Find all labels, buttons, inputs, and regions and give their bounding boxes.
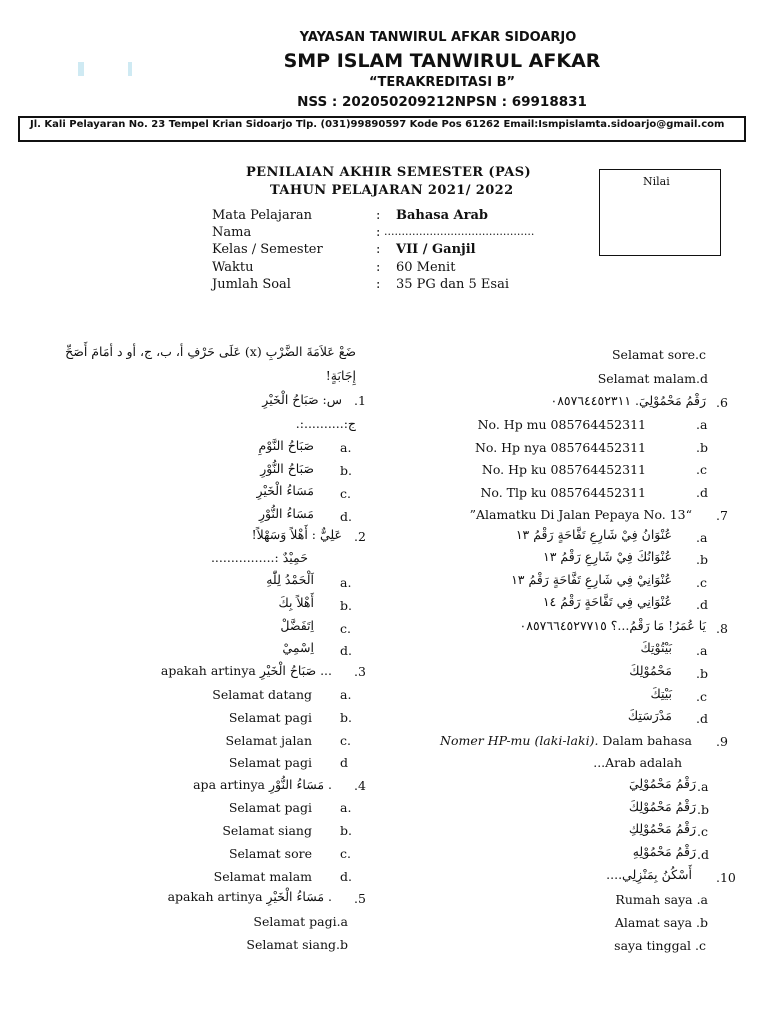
question-2-prompt: عَلِيٌّ : أَهْلاً وَسَهْلاً! [251,527,342,542]
question-number: .4 [354,778,366,793]
question-7-prompt: ”Alamatku Di Jalan Pepaya No. 13“ [469,507,692,522]
option-text: Selamat sore.c [611,347,706,362]
option-text: No. Hp nya 085764452311 [474,440,646,455]
instruction-line-2: إِجَابَةٍ! [325,368,356,383]
accreditation: “TERAKREDITASI B” [368,75,516,90]
option-text: Selamat pagi.a [253,914,348,929]
option-letter: c. [340,733,351,748]
option-text: Selamat pagi [228,710,312,725]
option-text: عُنْوَانُكَ فِيْ شَارِعِ رَقْمُ ١٣ [542,549,672,564]
option-letter: .d [697,847,709,862]
question-1-answer-blank: ج:..........:. [295,416,356,431]
field-label: Jumlah Soal [212,277,291,292]
question-10-prompt: أَسْكُنُ بِمَنْزِلِي.... [606,867,692,882]
option-text: Selamat sore [228,846,312,861]
question-5-prompt: apakah artinya مَسَاءُ الْخَيْرِ . [167,889,332,904]
option-letter: .c [696,689,707,704]
question-9-prompt-italic: Nomer HP-mu (laki-laki). [440,733,599,748]
option-text: اِسْمِيْ [282,640,314,655]
option-letter: .b [696,552,708,567]
field-label: Kelas / Semester [212,242,323,257]
exam-year: TAHUN PELAJARAN 2021/ 2022 [270,183,514,198]
option-letter: d. [340,869,352,884]
option-text: صَبَاحُ النُّوْرِ [260,461,314,476]
field-sep: : [376,225,381,240]
field-sep: : [376,260,381,275]
question-2-answer-blank: حَمِيْدٌ :................ [210,550,308,565]
question-3-prompt: apakah artinya صَبَاحُ الْخَيْرِ ... [160,663,332,678]
option-text: رَقْمُ مَحْمُوْلِهِ [632,844,696,859]
option-text: أَهْلاً بِكَ [278,595,314,610]
option-text: عُنْوَانِيْ فِي شَارِعِ تَفَّاحَةٍ رَقْمُ ١٣ [511,572,672,587]
question-number: .7 [716,508,728,523]
option-letter: .d [696,485,708,500]
option-letter: b. [340,598,352,613]
option-letter: b. [340,710,352,725]
option-letter: .d [696,711,708,726]
option-letter: a. [340,575,352,590]
question-number: .5 [354,891,366,906]
option-text: Alamat saya .b [614,915,708,930]
field-label: Nama [212,225,252,240]
option-text: Selamat siang.b [246,937,348,952]
option-text: مَدْرَسَتِكَ [627,708,672,723]
option-text: اِتَفَضَّلْ [280,618,314,633]
option-text: عُنْوَانُ فِيْ شَارِعِ تَفَّاحَةٍ رَقْمُ ١٣ [515,527,672,542]
field-sep: : [376,208,381,223]
option-letter: d. [340,509,352,524]
option-text: مَسَاءُ النُّوْرِ [258,506,314,521]
option-text: Rumah saya .a [615,892,708,907]
instruction-line-1: ضَعْ عَلاَمَةَ الضَّرْبِ (x) عَلَى حَرْفِ أ، ب، ج، أو د أمَامَ أَصَحِّ [65,344,356,359]
option-letter: c. [340,621,351,636]
option-letter: b. [340,463,352,478]
field-label: Mata Pelajaran [212,208,313,223]
option-letter: .c [696,575,707,590]
option-letter: d [340,755,349,770]
option-letter: a. [340,687,352,702]
field-sep: : [376,242,381,257]
option-letter: .b [696,666,708,681]
option-letter: .d [696,597,708,612]
option-letter: .b [697,802,709,817]
option-letter: .c [696,462,707,477]
option-text: رَقْمُ مَحْمُوْلِيَ [629,776,696,791]
question-9-prompt-line-2 [593,755,682,770]
option-text: saya tinggal .c [614,938,706,953]
question-1-prompt: س: صَبَاحُ الْخَيْرِ [262,392,342,407]
score-label: Nilai [643,175,670,188]
address-line: Jl. Kali Pelayaran No. 23 Tempel Krian Sidoarjo Tlp. (031)99890597 Kode Pos 61262 Email:Ismpislamta.sidoarjo@gmail.com [30,119,725,130]
option-letter: a. [340,800,352,815]
question-number: .10 [716,870,736,885]
question-9-prompt-2: Arab adalah... [593,755,682,770]
option-letter: .b [696,440,708,455]
option-letter: .a [696,417,708,432]
option-text: Selamat datang [212,687,312,702]
school-name: SMP ISLAM TANWIRUL AFKAR [283,50,601,72]
option-text: عُنْوَانِي فِي تَفَّاحَةٍ رَقْمُ ١٤ [542,594,672,609]
option-text: Selamat pagi [228,755,312,770]
question-number: .3 [354,664,366,679]
option-letter: b. [340,823,352,838]
question-number: .9 [716,734,728,749]
option-text: Selamat pagi [228,800,312,815]
field-sep: : [376,277,381,292]
option-letter: .a [696,530,708,545]
question-6-prompt: رَقْمُ مَحْمُوْلِيَ. ٠٨٥٧٦٤٤٥٢٣١١ [550,393,706,408]
nss-npsn: NSS : 202050209212NPSN : 69918831 [297,94,587,110]
question-9-prompt-rest: Dalam bahasa [598,733,692,748]
option-letter: c. [340,846,351,861]
field-value: 60 Menit [396,260,456,275]
question-4-prompt: apa artinya مَسَاءُ النُّوْرِ . [193,777,332,792]
question-number: .6 [716,395,728,410]
option-text: Selamat malam.d [597,371,708,386]
option-text: Selamat siang [222,823,312,838]
option-text: No. Hp mu 085764452311 [477,417,646,432]
option-text: بَيْتِكَ [650,686,672,701]
option-text: صَبَاحُ النَّوْمِ [258,438,314,453]
option-text: اَلْحَمْدُ لِلّٰهِ [266,572,314,587]
option-text: Selamat jalan [225,733,312,748]
field-label: Waktu [212,260,254,275]
option-text: بَيْتُوْتِكَ [640,640,672,655]
field-value: 35 PG dan 5 Esai [396,277,509,292]
field-value: ........................................... [384,225,535,238]
option-text: مَسَاءُ الْخَيْرِ [256,483,314,498]
question-9-prompt [440,733,692,748]
question-8-prompt: يَا عُمَرُ! مَا رَقْمُ...؟ ٠٨٥٧٦٦٤٥٢٧٧١٥ [519,618,706,633]
option-letter: a. [340,440,352,455]
option-text: مَحْمُوْلِكَ [629,663,672,678]
option-text: Selamat malam [213,869,312,884]
question-number: .1 [354,393,366,408]
question-number: .8 [716,621,728,636]
field-value: Bahasa Arab [396,208,489,223]
option-text: No. Hp ku 085764452311 [481,462,646,477]
option-letter: .a [696,643,708,658]
foundation-name: YAYASAN TANWIRUL AFKAR SIDOARJO [299,30,577,45]
option-letter: d. [340,643,352,658]
field-value: VII / Ganjil [396,242,476,257]
option-text: رَقْمُ مَحْمُوْلِكِ [628,821,696,836]
question-number: .2 [354,529,366,544]
option-text: No. Tlp ku 085764452311 [480,485,646,500]
exam-title: PENILAIAN AKHIR SEMESTER (PAS) [246,165,532,180]
option-text: رَقْمُ مَحْمُوْلِكَ [628,799,696,814]
option-letter: c. [340,486,351,501]
option-letter: .c [697,824,708,839]
option-letter: .a [697,779,709,794]
